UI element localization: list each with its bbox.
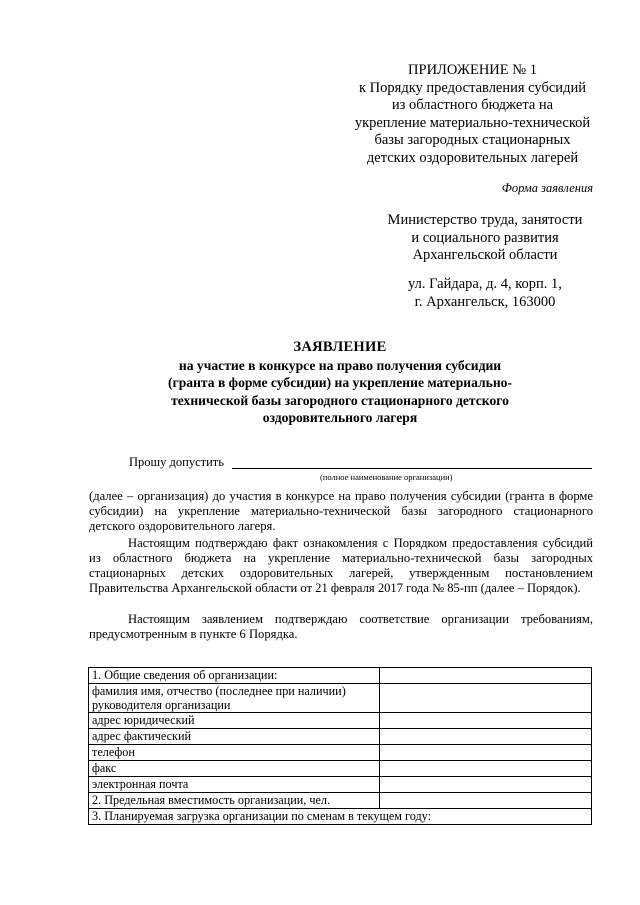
table-row (89, 761, 592, 777)
address-line: ул. Гайдара, д. 4, корп. 1, (408, 276, 562, 292)
table-cell-value[interactable] (380, 761, 592, 777)
table-cell-value[interactable] (380, 729, 592, 745)
table-cell-label: 2. Предельная вместимость организации, чел. (89, 793, 380, 809)
table-cell-label: электронная почта (89, 777, 380, 793)
appendix-line: к Порядку предоставления субсидий (359, 79, 586, 96)
table-cell-value[interactable] (380, 793, 592, 809)
document-subtitle (130, 357, 550, 426)
table-row (89, 793, 592, 809)
table-cell-value[interactable] (380, 684, 592, 713)
table-row (89, 745, 592, 761)
appendix-line: из областного бюджета на (391, 97, 554, 114)
document-title: ЗАЯВЛЕНИЕ (293, 339, 387, 355)
table-cell-value[interactable] (380, 668, 592, 684)
table-cell-value[interactable] (380, 777, 592, 793)
table-row (89, 684, 592, 713)
subtitle-line: технической базы загородного стационарного детского (171, 392, 509, 408)
table-cell-value[interactable] (380, 745, 592, 761)
form-label: Форма заявления (501, 181, 593, 195)
ministry-line: и социального развития (411, 229, 559, 246)
table-cell-label: адрес юридический (89, 713, 380, 729)
recipient-address (345, 276, 625, 311)
subtitle-line: на участие в конкурсе на право получения субсидии (178, 358, 502, 373)
request-label: Прошу допустить (129, 455, 224, 469)
address-line: г. Архангельск, 163000 (414, 293, 556, 310)
appendix-line: детских оздоровительных лагерей (366, 149, 579, 166)
paragraph-acknowledgement: Настоящим подтверждаю факт ознакомления с Порядком предоставления субсидий из областного бюджета на укрепление материально-технической базы загородных стационарных детских оздоровительных лагерей, утвержденным постановлением Правительства Архангельской области от 21 февраля 2017 года № 85-пп (далее – Порядок). (89, 536, 593, 596)
table-row (89, 713, 592, 729)
subtitle-line: (гранта в форме субсидии) на укрепление материально- (168, 375, 512, 391)
recipient-ministry (345, 212, 625, 265)
ministry-line: Архангельской области (412, 247, 558, 263)
table-cell-label: телефон (89, 745, 380, 761)
table-cell-label: 1. Общие сведения об организации: (89, 668, 380, 684)
appendix-header (330, 62, 615, 168)
paragraph-compliance: Настоящим заявлением подтверждаю соответствие организации требованиям, предусмотренным в пункте 6 Порядка. (89, 612, 593, 642)
appendix-line: ПРИЛОЖЕНИЕ № 1 (408, 62, 537, 78)
table-cell-label: факс (89, 761, 380, 777)
table-row (89, 729, 592, 745)
ministry-line: Министерство труда, занятости (387, 212, 583, 228)
organization-name-field[interactable] (232, 468, 592, 469)
subtitle-line: оздоровительного лагеря (262, 409, 418, 425)
table-cell-value[interactable] (380, 713, 592, 729)
organization-name-hint: (полное наименование организации) (320, 472, 453, 482)
organization-info-table (88, 667, 592, 825)
appendix-line: укрепление материально-технической (354, 114, 591, 131)
table-cell-label: фамилия имя, отчество (последнее при наличии) руководителя организации (89, 684, 380, 713)
table-cell-label: адрес фактический (89, 729, 380, 745)
table-cell-label: 3. Планируемая загрузка организации по сменам в текущем году: (89, 809, 592, 825)
table-row (89, 668, 592, 684)
appendix-line: базы загородных стационарных (374, 132, 571, 149)
table-row (89, 809, 592, 825)
paragraph-admission: (далее – организация) до участия в конкурсе на право получения субсидии (гранта в форме субсидии) на укрепление материально-технической базы загородного стационарного детского оздоровительного лагеря. (89, 489, 593, 534)
table-row (89, 777, 592, 793)
